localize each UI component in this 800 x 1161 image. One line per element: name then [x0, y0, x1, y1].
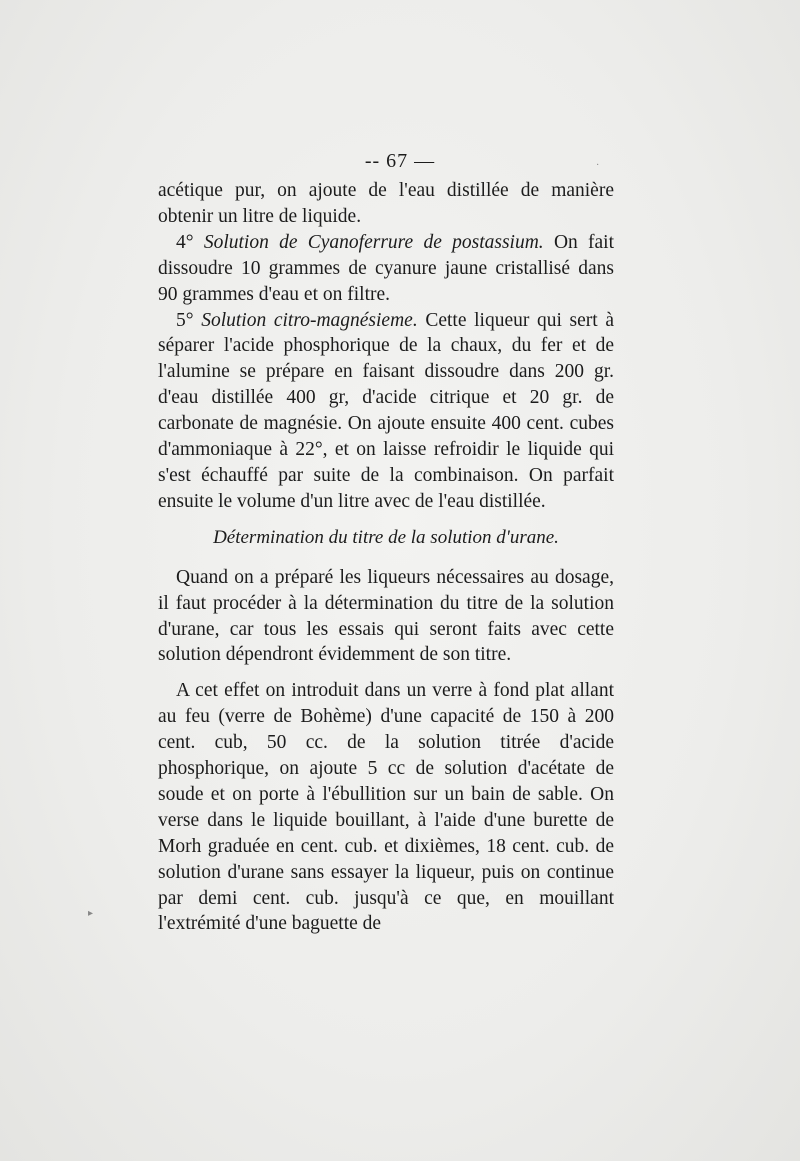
body-text — [158, 178, 614, 937]
item-body: Cette liqueur qui sert à séparer l'acide phosphorique de la chaux, du fer et de l'alumine se prépare en faisant dissoudre dans 200 gr. d'eau distillée 400 gr, d'acide citrique et 20 gr. de carbonate de magnésie. On ajoute ensuite 400 cent. cubes d'ammoniaque à 22°, et on laisse refroidir le liquide qui s'est échauffé par suite de la combinaison. On parfait ensuite le volume d'un litre avec de l'eau distillée. — [158, 309, 614, 512]
item-body: On fait dissoudre 10 grammes de cyanure jaune cristallisé dans 90 grammes d'eau et on filtre. — [158, 231, 615, 305]
scan-speck: ▸ — [88, 908, 94, 919]
scan-speck: · — [596, 160, 600, 171]
paragraph-determination: Quand on a préparé les liqueurs nécessaires au dosage, il faut procéder à la détermination du titre de la solution d'urane, car tous les essais qui seront faits avec cette solution dépendront évidemment de son titre. — [158, 566, 614, 666]
item-number: 4° — [176, 231, 194, 253]
paragraph-item-4 — [158, 230, 614, 308]
paragraph-continuation: acétique pur, on ajoute de l'eau distillée de manière obtenir un litre de liquide. — [158, 180, 614, 227]
page-number: -- 67 — — [364, 150, 436, 172]
section-heading: Détermination du titre de la solution d'urane. — [213, 526, 559, 548]
item-title: Solution de Cyanoferrure de postassium. — [203, 231, 544, 253]
paragraph-procedure: A cet effet on introduit dans un verre à fond plat allant au feu (verre de Bohème) d'une capacité de 150 à 200 cent. cub, 50 cc. de la solution titrée d'acide phosphorique, on ajoute 5 cc de solution d'acétate de soude et on porte à l'ébullition sur un bain de sable. On verse dans le liquide bouillant, à l'aide d'une burette de Morh graduée en cent. cub. et dixièmes, 18 cent. cub. de solution d'urane sans essayer la liqueur, puis on continue par demi cent. cub. jusqu'à ce que, en mouillant l'extrémité d'une baguette de — [158, 680, 614, 935]
item-number: 5° — [176, 309, 194, 331]
paragraph-item-5 — [158, 308, 614, 515]
item-title: Solution citro-magnésieme. — [201, 309, 418, 331]
